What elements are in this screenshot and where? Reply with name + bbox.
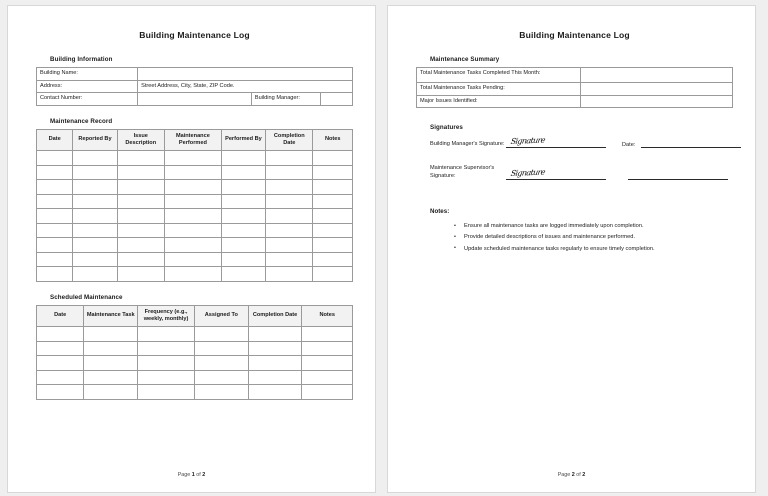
page-title: Building Maintenance Log <box>139 30 250 40</box>
table-cell[interactable] <box>266 267 313 282</box>
table-cell[interactable] <box>221 267 265 282</box>
section-heading-signatures: Signatures <box>430 124 463 132</box>
maintenance-supervisor-signature-label: Maintenance Supervisor's Signature: <box>430 165 495 180</box>
table-cell[interactable] <box>164 252 221 267</box>
maintenance-record-body <box>37 151 353 282</box>
table-cell[interactable] <box>73 180 117 195</box>
table-cell[interactable] <box>164 267 221 282</box>
table-row <box>417 83 733 96</box>
building-manager-signature-label: Building Manager's Signature: <box>430 140 505 147</box>
table-cell[interactable] <box>313 194 353 209</box>
table-cell[interactable] <box>313 267 353 282</box>
building-manager-signature-field[interactable] <box>506 135 606 148</box>
table-row <box>37 180 353 195</box>
table-cell[interactable] <box>73 209 117 224</box>
table-cell[interactable] <box>221 238 265 253</box>
table-cell[interactable] <box>313 165 353 180</box>
summary-completed-value[interactable] <box>581 68 733 83</box>
table-cell[interactable] <box>37 356 84 371</box>
table-cell[interactable] <box>302 356 353 371</box>
section-heading-maintenance-summary: Maintenance Summary <box>430 56 500 63</box>
table-cell[interactable] <box>221 194 265 209</box>
table-cell[interactable] <box>248 356 302 371</box>
table-cell[interactable] <box>194 341 248 356</box>
table-cell[interactable] <box>302 370 353 385</box>
table-cell[interactable] <box>37 151 73 166</box>
table-cell[interactable] <box>221 252 265 267</box>
table-cell[interactable] <box>221 209 265 224</box>
table-cell[interactable] <box>164 194 221 209</box>
table-cell[interactable] <box>313 209 353 224</box>
column-header: Notes <box>313 129 353 151</box>
table-cell[interactable] <box>266 238 313 253</box>
table-cell[interactable] <box>313 180 353 195</box>
footer-total-pages: 2 <box>582 472 586 478</box>
table-cell[interactable] <box>266 180 313 195</box>
table-row <box>37 252 353 267</box>
table-cell[interactable] <box>194 327 248 342</box>
table-row <box>37 370 353 385</box>
table-cell[interactable] <box>194 370 248 385</box>
table-cell[interactable] <box>266 252 313 267</box>
table-cell[interactable] <box>164 238 221 253</box>
column-header: Maintenance Performed <box>164 129 221 151</box>
table-cell[interactable] <box>117 238 164 253</box>
handwritten-signature-icon: Signature <box>510 167 546 179</box>
page-1-footer <box>8 472 375 478</box>
table-row <box>37 385 353 400</box>
table-row <box>37 151 353 166</box>
list-item: • Update scheduled maintenance tasks regularly to ensure timely completion. <box>454 244 733 255</box>
table-cell[interactable] <box>138 341 195 356</box>
column-header: Date <box>37 129 73 151</box>
list-item: • Provide detailed descriptions of issues and maintenance performed. <box>454 232 733 243</box>
table-cell[interactable] <box>313 252 353 267</box>
notes-heading: Notes: <box>430 208 450 216</box>
building-manager-value[interactable] <box>321 93 353 106</box>
table-row <box>37 93 353 106</box>
table-row <box>37 194 353 209</box>
table-row <box>37 80 353 93</box>
table-cell[interactable] <box>73 252 117 267</box>
table-header-row <box>37 305 353 327</box>
table-cell[interactable] <box>73 151 117 166</box>
section-heading-scheduled-maintenance: Scheduled Maintenance <box>50 293 123 301</box>
maintenance-summary-table <box>416 67 733 108</box>
table-cell[interactable] <box>37 194 73 209</box>
list-item: • Ensure all maintenance tasks are logged immediately upon completion. <box>454 221 733 232</box>
table-row <box>37 223 353 238</box>
signatures-area <box>430 135 733 180</box>
table-cell[interactable] <box>221 180 265 195</box>
table-cell[interactable] <box>221 151 265 166</box>
table-cell[interactable] <box>248 341 302 356</box>
table-cell[interactable] <box>221 223 265 238</box>
page-2-footer <box>388 472 755 478</box>
table-cell[interactable] <box>84 356 138 371</box>
scheduled-maintenance-body <box>37 327 353 400</box>
table-cell[interactable] <box>73 194 117 209</box>
footer-current-page: 2 <box>571 472 575 478</box>
table-cell[interactable] <box>37 267 73 282</box>
column-header: Frequency (e.g., weekly, monthly) <box>138 305 195 327</box>
signature-row-building-manager <box>430 135 733 148</box>
building-manager-date-label: Date: <box>622 142 636 149</box>
table-row <box>37 327 353 342</box>
table-cell[interactable] <box>73 223 117 238</box>
table-row <box>37 267 353 282</box>
table-cell[interactable] <box>73 165 117 180</box>
table-cell[interactable] <box>37 252 73 267</box>
column-header: Completion Date <box>248 305 302 327</box>
table-cell[interactable] <box>117 165 164 180</box>
column-header: Notes <box>302 305 353 327</box>
address-label: Address: <box>37 80 138 93</box>
table-cell[interactable] <box>37 209 73 224</box>
document-page-2 <box>387 5 756 493</box>
table-cell[interactable] <box>117 267 164 282</box>
table-row <box>37 209 353 224</box>
table-cell[interactable] <box>302 385 353 400</box>
column-header: Completion Date <box>266 129 313 151</box>
table-cell[interactable] <box>37 223 73 238</box>
table-cell[interactable] <box>194 356 248 371</box>
table-cell[interactable] <box>138 327 195 342</box>
building-name-label: Building Name: <box>37 68 138 81</box>
table-row <box>37 341 353 356</box>
summary-pending-value[interactable] <box>581 83 733 96</box>
table-cell[interactable] <box>164 165 221 180</box>
table-cell[interactable] <box>84 370 138 385</box>
column-header: Assigned To <box>194 305 248 327</box>
table-cell[interactable] <box>37 385 84 400</box>
table-row <box>417 68 733 83</box>
table-cell[interactable] <box>164 180 221 195</box>
table-cell[interactable] <box>84 385 138 400</box>
maintenance-record-table <box>36 129 353 282</box>
section-heading-maintenance-record: Maintenance Record <box>50 117 113 125</box>
footer-prefix: Page <box>177 472 192 478</box>
footer-current-page: 1 <box>191 472 195 478</box>
maintenance-record-header <box>37 129 353 151</box>
building-manager-date-field[interactable] <box>641 135 741 148</box>
summary-issues-value[interactable] <box>581 95 733 108</box>
column-header: Performed By <box>221 129 265 151</box>
table-cell[interactable] <box>117 194 164 209</box>
table-row <box>37 68 353 81</box>
table-cell[interactable] <box>248 327 302 342</box>
column-header: Reported By <box>73 129 117 151</box>
building-name-value[interactable] <box>138 68 353 81</box>
table-cell[interactable] <box>117 252 164 267</box>
table-header-row <box>37 129 353 151</box>
table-cell[interactable] <box>84 341 138 356</box>
table-row <box>37 238 353 253</box>
table-cell[interactable] <box>266 209 313 224</box>
page-title: Building Maintenance Log <box>519 30 630 40</box>
table-cell[interactable] <box>73 238 117 253</box>
table-cell[interactable] <box>164 151 221 166</box>
handwritten-signature-icon: Signature <box>510 135 546 147</box>
table-cell[interactable] <box>194 385 248 400</box>
table-cell[interactable] <box>37 341 84 356</box>
table-cell[interactable] <box>117 209 164 224</box>
table-cell[interactable] <box>164 223 221 238</box>
table-cell[interactable] <box>117 180 164 195</box>
maintenance-supervisor-date-field[interactable] <box>628 167 728 180</box>
table-cell[interactable] <box>37 327 84 342</box>
summary-completed-label: Total Maintenance Tasks Completed This Month: <box>417 68 581 83</box>
table-cell[interactable] <box>221 165 265 180</box>
scheduled-maintenance-table <box>36 305 353 400</box>
contact-number-label: Contact Number: <box>37 93 138 106</box>
table-cell[interactable] <box>73 267 117 282</box>
table-cell[interactable] <box>37 180 73 195</box>
table-cell[interactable] <box>313 223 353 238</box>
table-cell[interactable] <box>138 385 195 400</box>
table-cell[interactable] <box>138 370 195 385</box>
table-cell[interactable] <box>302 327 353 342</box>
table-cell[interactable] <box>37 238 73 253</box>
section-heading-building-information: Building Information <box>50 56 113 63</box>
table-cell[interactable] <box>313 151 353 166</box>
contact-number-value[interactable] <box>138 93 252 106</box>
table-cell[interactable] <box>266 151 313 166</box>
document-page-1 <box>7 5 376 493</box>
table-row <box>37 165 353 180</box>
footer-middle: of <box>194 472 203 478</box>
summary-issues-label: Major Issues Identified: <box>417 95 581 108</box>
footer-total-pages: 2 <box>202 472 206 478</box>
summary-pending-label: Total Maintenance Tasks Pending: <box>417 83 581 96</box>
table-cell[interactable] <box>164 209 221 224</box>
address-value[interactable]: Street Address, City, State, ZIP Code. <box>138 80 353 93</box>
table-cell[interactable] <box>37 370 84 385</box>
building-manager-label: Building Manager: <box>251 93 321 106</box>
table-cell[interactable] <box>138 356 195 371</box>
maintenance-supervisor-signature-field[interactable] <box>506 167 606 180</box>
notes-list <box>454 221 733 254</box>
table-cell[interactable] <box>248 385 302 400</box>
table-row <box>417 95 733 108</box>
table-cell[interactable] <box>266 223 313 238</box>
table-cell[interactable] <box>266 165 313 180</box>
table-cell[interactable] <box>266 194 313 209</box>
table-row <box>37 356 353 371</box>
table-cell[interactable] <box>84 327 138 342</box>
column-header: Date <box>37 305 84 327</box>
footer-prefix: Page <box>557 472 572 478</box>
building-information-table <box>36 67 353 106</box>
table-cell[interactable] <box>248 370 302 385</box>
column-header: Issue Description <box>117 129 164 151</box>
column-header: Maintenance Task <box>84 305 138 327</box>
table-cell[interactable] <box>37 165 73 180</box>
table-cell[interactable] <box>313 238 353 253</box>
footer-middle: of <box>574 472 583 478</box>
table-cell[interactable] <box>117 151 164 166</box>
signature-row-maintenance-supervisor <box>430 164 733 180</box>
table-cell[interactable] <box>302 341 353 356</box>
table-cell[interactable] <box>117 223 164 238</box>
scheduled-maintenance-header <box>37 305 353 327</box>
